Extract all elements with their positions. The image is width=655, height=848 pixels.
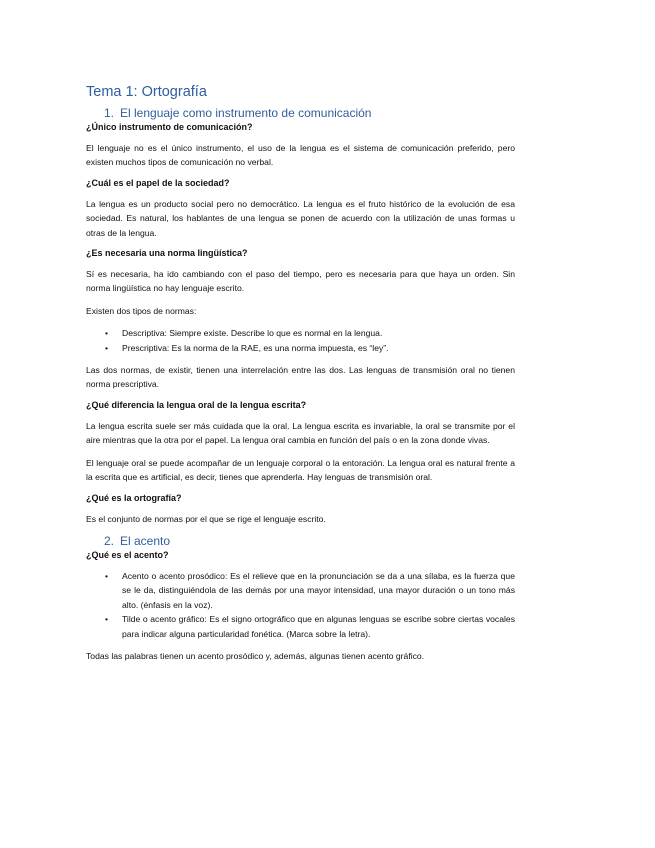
bullet-list-normas <box>86 326 515 355</box>
question-norma-linguistica: ¿Es necesaria una norma lingüística? <box>86 248 248 259</box>
question-ortografia: ¿Qué es la ortografía? <box>86 492 182 503</box>
list-item: • Acento o acento prosódico: Es el relieve que en la pronunciación se da a una sílaba, es la fuerza que se le da, distinguiéndola de las demás por una mayor intensidad, una mayor duración o un tono más alto. (énfasis en la voz). <box>122 569 515 612</box>
paragraph: Sí es necesaria, ha ido cambiando con el paso del tiempo, pero es necesaria para que haya un orden. Sin norma lingüística no hay lenguaje escrito. <box>86 269 515 294</box>
list-item: • Prescriptiva: Es la norma de la RAE, es una norma impuesta, es “ley”. <box>122 341 515 355</box>
question-papel-sociedad: ¿Cuál es el papel de la sociedad? <box>86 177 230 188</box>
bullet-list-acento <box>86 569 515 641</box>
section-heading-1 <box>86 106 515 120</box>
section-heading-1-text: El lenguaje como instrumento de comunicación <box>120 106 372 120</box>
paragraph: Todas las palabras tienen un acento prosódico y, además, algunas tienen acento gráfico. <box>86 650 425 661</box>
list-item: • Descriptiva: Siempre existe. Describe lo que es normal en la lengua. <box>122 326 515 340</box>
paragraph: El lenguaje no es el único instrumento, el uso de la lengua es el sistema de comunicación preferido, pero existen muchos tipos de comunicación no verbal. <box>86 143 515 168</box>
section-number-2: 2. <box>104 533 115 548</box>
list-item: • Tilde o acento gráfico: Es el signo ortográfico que en algunas lenguas se escribe sobre ciertas vocales para indicar alguna particularidad fonética. (Marca sobre la letra). <box>122 612 515 641</box>
question-oral-escrita: ¿Qué diferencia la lengua oral de la lengua escrita? <box>86 399 307 410</box>
question-acento: ¿Qué es el acento? <box>86 549 169 560</box>
paragraph: La lengua es un producto social pero no democrático. La lengua es el fruto histórico de la evolución de esa sociedad. Es natural, los hablantes de una lengua se ponen de acuerdo con la utilización de unas formas u otras de la lengua. <box>86 198 515 238</box>
question-unico-instrumento: ¿Único instrumento de comunicación? <box>86 122 253 132</box>
paragraph: Existen dos tipos de normas: <box>86 305 197 316</box>
paragraph: Las dos normas, de existir, tienen una interrelación entre las dos. Las lenguas de transmisión oral no tienen norma prescriptiva. <box>86 365 515 390</box>
document-title: Tema 1: Ortografía <box>86 84 207 100</box>
section-number-1: 1. <box>104 106 115 120</box>
section-heading-2 <box>86 534 515 548</box>
paragraph: La lengua escrita suele ser más cuidada que la oral. La lengua escrita es invariable, la oral se transmite por el aire mientras que la otra por el papel. La lengua oral cambia en función del país o en la zona donde vivas. <box>86 420 515 446</box>
section-heading-2-text: El acento <box>120 533 171 548</box>
paragraph: El lenguaje oral se puede acompañar de un lenguaje corporal o la entoración. La lengua oral es natural frente a la escrita que es artificial, es decir, tienes que aprenderla. Hay lenguas de transmisión oral. <box>86 457 515 483</box>
paragraph: Es el conjunto de normas por el que se rige el lenguaje escrito. <box>86 513 326 524</box>
